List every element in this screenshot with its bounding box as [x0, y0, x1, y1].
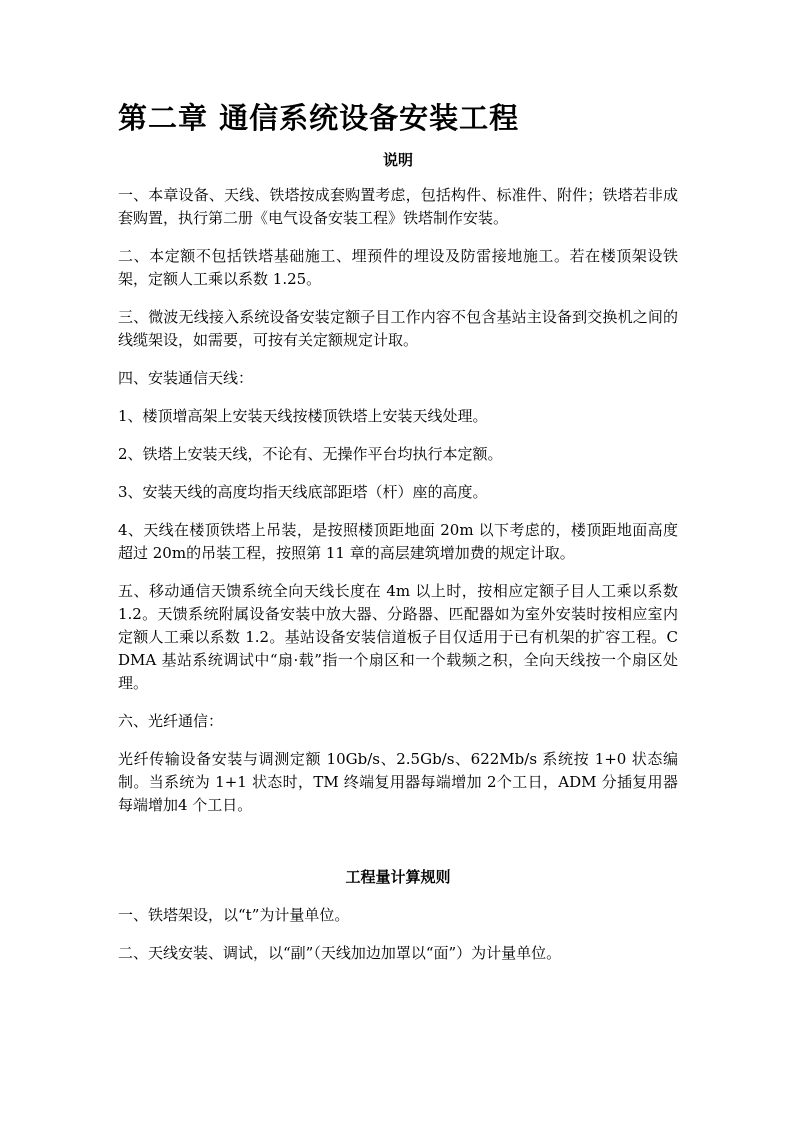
explanation-paragraph-11: 光纤传输设备安装与调测定额 10Gb/s、2.5Gb/s、622Mb/s 系统按 1+0 状态编制。当系统为 1+1 状态时，TM 终端复用器每端增加 2个工日，ADM 分插复用器每端增加4 个工日。 [118, 750, 678, 814]
explanation-paragraph-9: 五、移动通信天馈系统全向天线长度在 4m 以上时，按相应定额子目人工乘以系数 1.2。天馈系统附属设备安装中放大器、分路器、匹配器如为室外安装时按相应室内定额人工乘以系数 1.2。基站设备安装信道板子目仅适用于已有机架的扩容工程。CDMA 基站系统调试中“扇·载”指一个扇区和一个载频之积，全向天线按一个扇区处理。 [118, 582, 678, 692]
explanation-paragraph-3: 三、微波无线接入系统设备安装定额子目工作内容不包含基站主设备到交换机之间的线缆架设，如需要，可按有关定额规定计取。 [118, 308, 678, 349]
chapter-title: 第二章 通信系统设备安装工程 [118, 101, 520, 135]
calculation-rule-2: 二、天线安装、调试，以“副”（天线加边加罩以“面”）为计量单位。 [118, 944, 562, 962]
calculation-rules-heading: 工程量计算规则 [345, 868, 451, 886]
explanation-paragraph-4: 四、安装通信天线： [118, 369, 254, 387]
explanation-paragraph-1: 一、本章设备、天线、铁塔按成套购置考虑，包括构件、标准件、附件；铁塔若非成套购置，执行第二册《电气设备安装工程》铁塔制作安装。 [118, 186, 678, 227]
explanation-paragraph-7: 3、安装天线的高度均指天线底部距塔（杆）座的高度。 [118, 483, 488, 501]
explanation-paragraph-6: 2、铁塔上安装天线，不论有、无操作平台均执行本定额。 [118, 445, 503, 463]
explanation-paragraph-10: 六、光纤通信： [118, 712, 224, 730]
explanation-paragraph-8: 4、天线在楼顶铁塔上吊装，是按照楼顶距地面 20m 以下考虑的，楼顶距地面高度超过 20m的吊装工程，按照第 11 章的高层建筑增加费的规定计取。 [118, 521, 678, 562]
document-page [118, 98, 678, 980]
explanation-heading: 说明 [382, 151, 413, 169]
explanation-paragraph-5: 1、楼顶增高架上安装天线按楼顶铁塔上安装天线处理。 [118, 407, 488, 425]
calculation-rule-1: 一、铁塔架设，以“t”为计量单位。 [118, 906, 350, 924]
explanation-paragraph-2: 二、本定额不包括铁塔基础施工、埋预件的埋设及防雷接地施工。若在楼顶架设铁架，定额人工乘以系数 1.25。 [118, 247, 678, 288]
